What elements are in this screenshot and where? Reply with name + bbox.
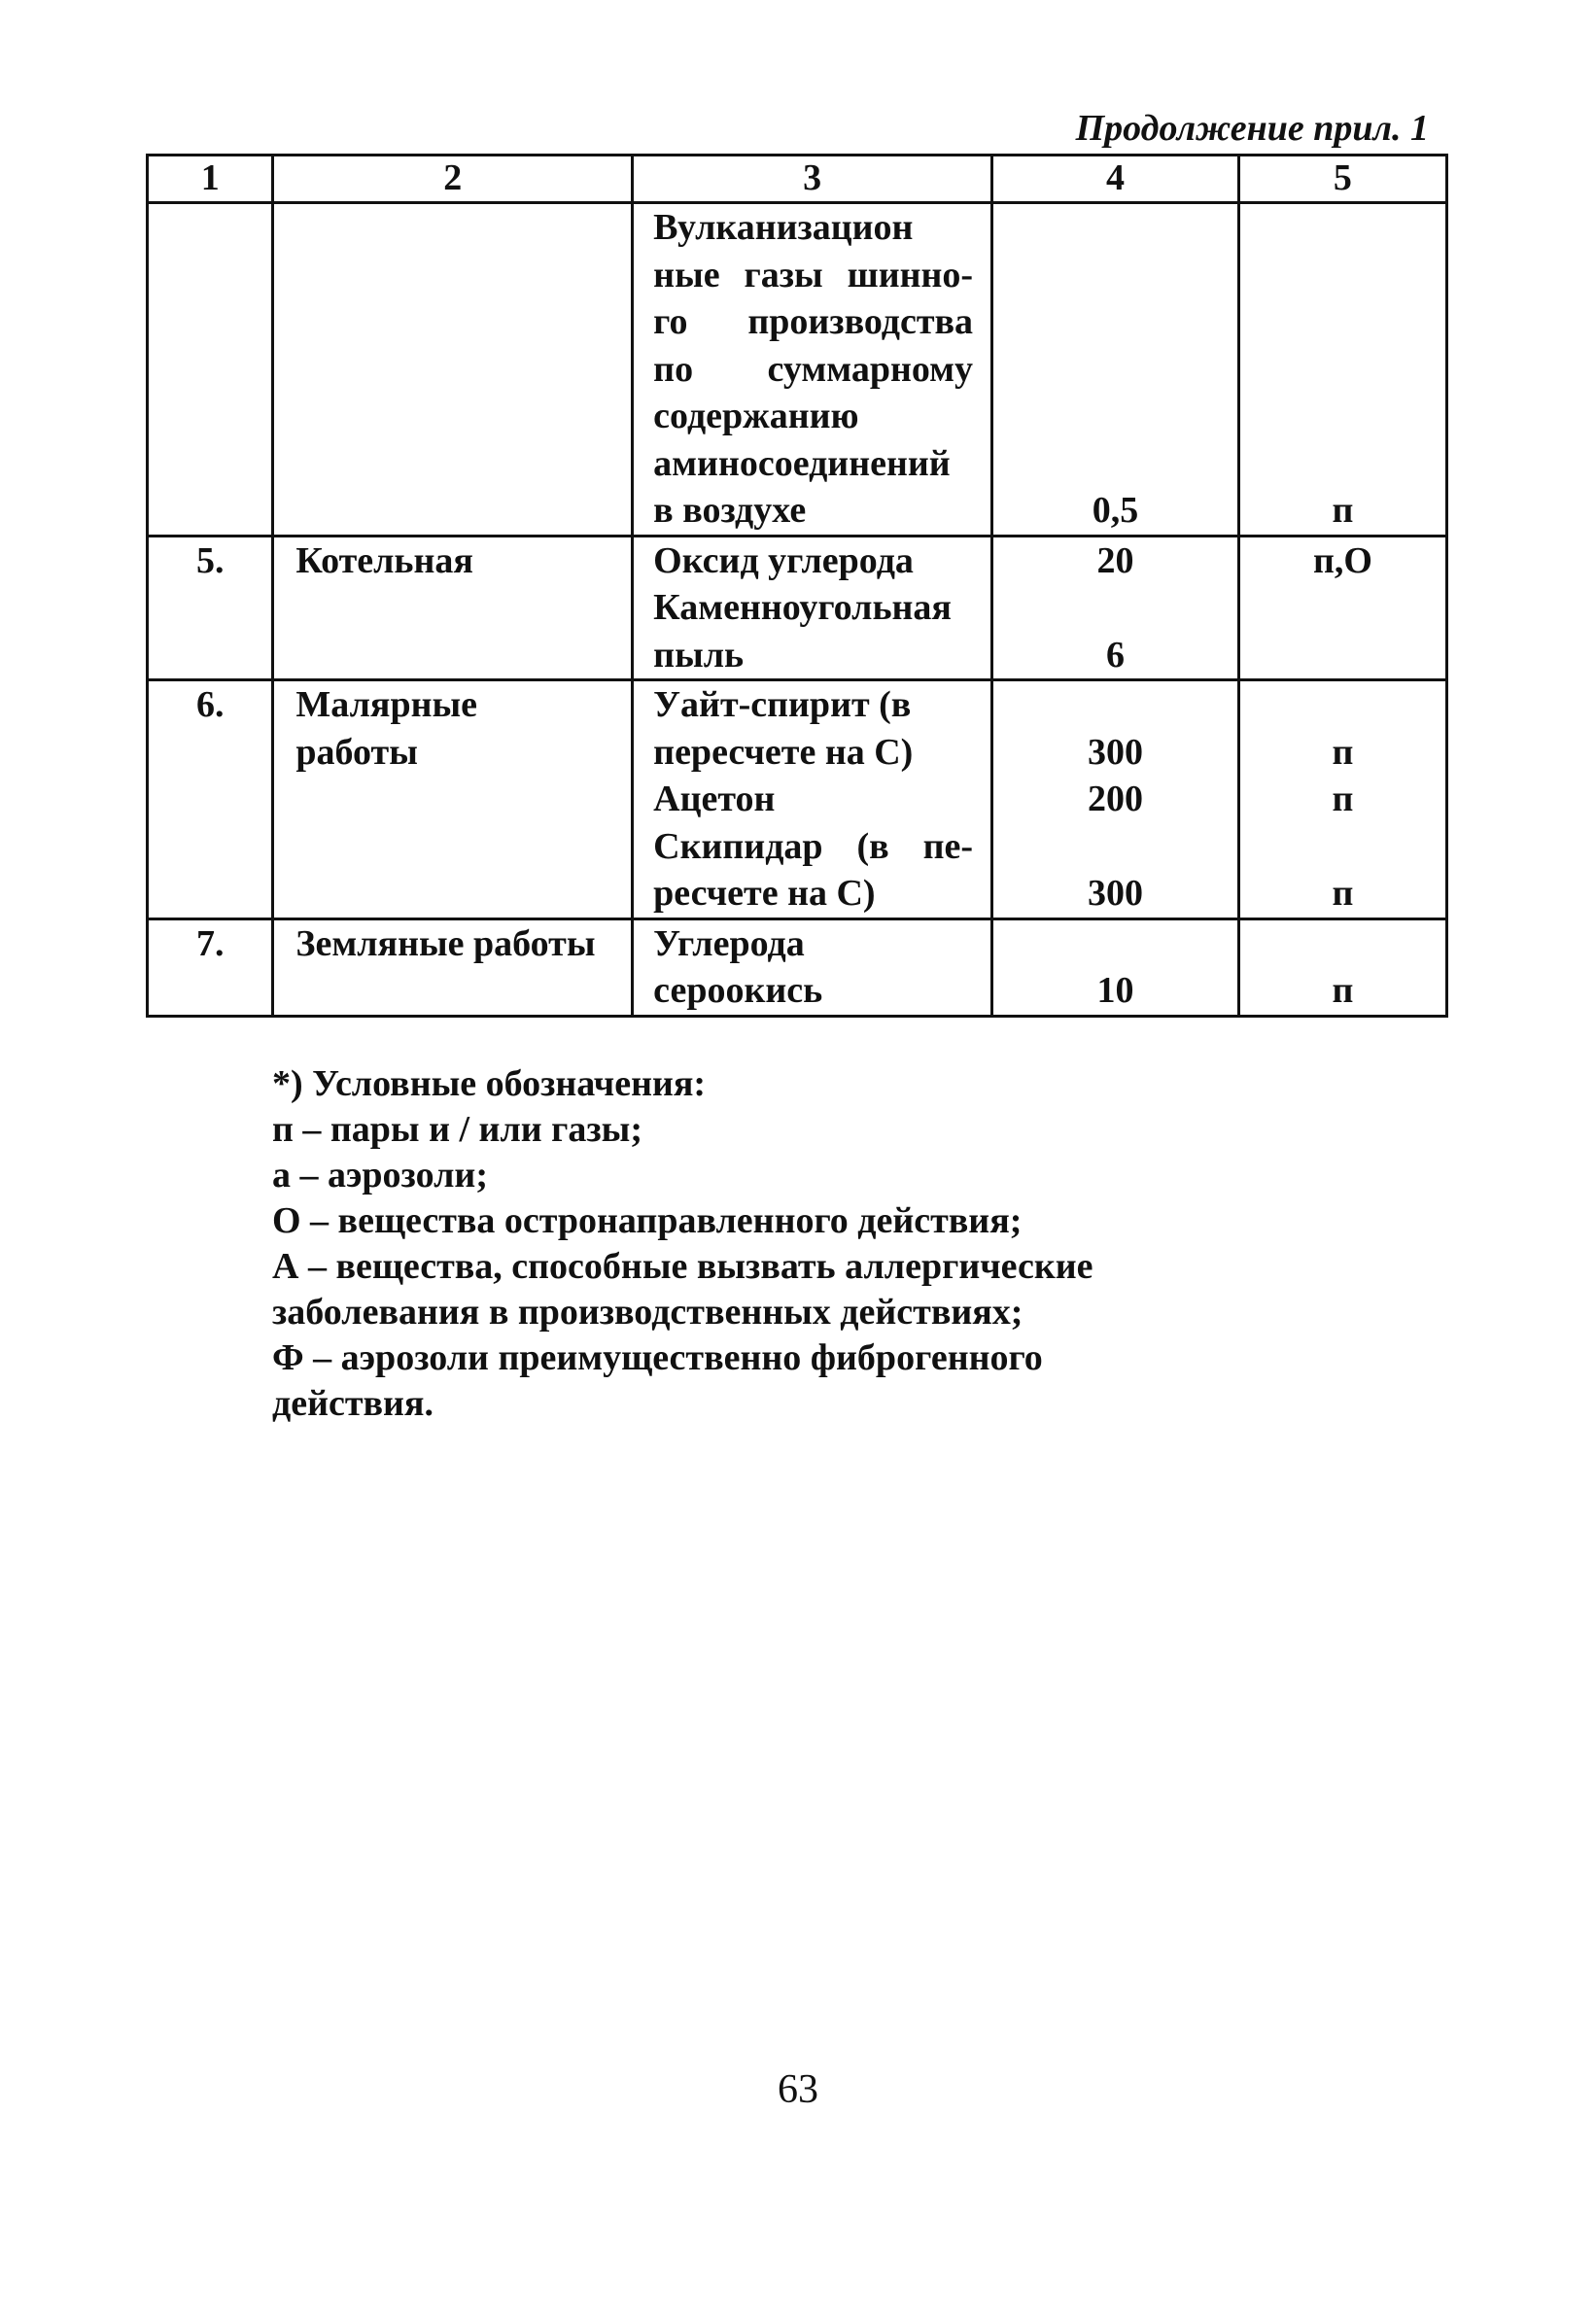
cell-line: п [1332,490,1354,531]
table-row [148,680,1447,919]
cell-line [993,346,1237,394]
cell-line: п [1332,779,1354,819]
row-number: 5. [195,539,225,581]
production-cell [273,918,633,1016]
cell-line: го производства [653,301,974,342]
cell-line: п [1332,873,1354,914]
cell-line [993,298,1237,346]
cell-line [993,823,1237,871]
cell-line: в воздухе [653,490,807,531]
table-body [148,203,1447,1017]
cell-line [1240,252,1445,299]
cell-line [1240,393,1445,440]
cell-line: Ацетон [653,779,776,819]
cell-line: Каменноугольная [653,587,952,628]
cell-line: работы [295,731,418,773]
cell-line [1240,823,1445,871]
table-row [148,536,1447,680]
legend-line: Ф – аэрозоли преимущественно фиброгенного [272,1337,1043,1378]
cell-line: п [1332,970,1354,1011]
production-cell [273,536,633,680]
cell-line: 0,5 [1092,490,1139,531]
row-number-cell [148,536,273,680]
cell-line: Скипидар (в пе- [653,825,974,867]
cell-line: аминосоединений [653,442,951,484]
row-number [149,204,271,252]
page-number: 63 [778,2067,818,2112]
column-header: 2 [273,156,633,203]
class-cell [1238,680,1446,919]
table-row [148,918,1447,1016]
legend [272,1061,1293,1427]
substance-cell [633,536,992,680]
cell-line [1240,584,1445,632]
cell-line: Вулканизацион [653,207,914,248]
column-header: 1 [148,156,273,203]
cell-line [993,584,1237,632]
cell-line: по суммарному [653,348,974,390]
value-cell [992,918,1239,1016]
cell-line [993,204,1237,252]
value-cell [992,680,1239,919]
production-cell [273,203,633,537]
cell-line: Котельная [295,539,473,581]
legend-title: *) Условные обозначения: [272,1063,707,1104]
cell-line [1240,298,1445,346]
class-cell [1238,918,1446,1016]
cell-line [1240,346,1445,394]
substance-cell [633,203,992,537]
table-header-row [148,156,1447,203]
cell-line: содержанию [653,396,859,436]
cell-line: 20 [1096,539,1134,581]
table-row [148,203,1447,537]
value-cell [992,536,1239,680]
legend-line: А – вещества, способные вызвать аллергические [272,1246,1093,1287]
cell-line [1240,440,1445,488]
cell-line [993,252,1237,299]
cell-line: пыль [653,634,745,676]
row-number-cell [148,203,273,537]
legend-line: действия. [272,1383,434,1424]
column-header: 4 [992,156,1239,203]
continuation-label: Продолжение прил. 1 [1075,108,1429,149]
value-cell [992,203,1239,537]
cell-line: ные газы шинно- [653,254,974,295]
cell-line [1240,920,1445,968]
cell-line [1240,204,1445,252]
cell-line: ресчете на С) [653,873,876,914]
legend-line: п – пары и / или газы; [272,1109,643,1150]
row-number-cell [148,680,273,919]
class-cell [1238,203,1446,537]
legend-line: а – аэрозоли; [272,1155,488,1195]
cell-line [1240,681,1445,729]
cell-line: сероокись [653,970,823,1011]
cell-line [993,681,1237,729]
cell-line: Малярные [295,684,478,725]
row-number: 6. [195,684,225,725]
row-number: 7. [195,922,225,964]
cell-line: 300 [1087,873,1143,914]
cell-line [993,920,1237,968]
cell-line: пересчете на С) [653,731,914,773]
substance-cell [633,918,992,1016]
cell-line: 6 [1105,634,1125,676]
legend-line: О – вещества остронаправленного действия; [272,1200,1023,1241]
cell-line: Углерода [653,922,805,964]
cell-line [993,440,1237,488]
column-header: 5 [1238,156,1446,203]
substances-table [146,154,1448,1018]
cell-line: 300 [1087,731,1143,773]
cell-line: Уайт-спирит (в [653,684,912,725]
cell-line [993,393,1237,440]
cell-line: 10 [1096,970,1134,1011]
cell-line: 200 [1087,779,1143,819]
legend-line: заболевания в производственных действиях; [272,1292,1024,1333]
cell-line: Земляные работы [295,922,596,964]
column-header: 3 [633,156,992,203]
cell-line: п,О [1312,539,1372,581]
row-number-cell [148,918,273,1016]
cell-line: Оксид углерода [653,539,914,581]
substance-cell [633,680,992,919]
cell-line: п [1332,731,1354,773]
cell-line [1240,632,1445,679]
class-cell [1238,536,1446,680]
production-cell [273,680,633,919]
